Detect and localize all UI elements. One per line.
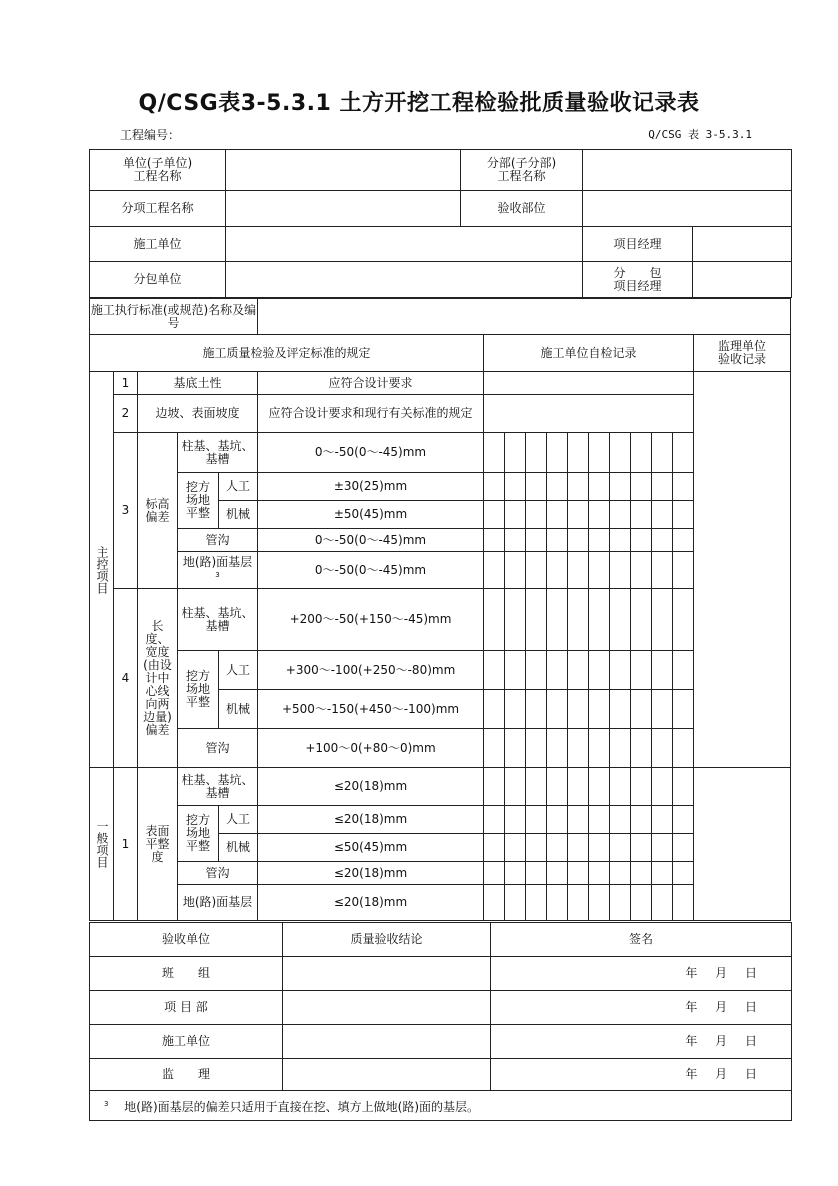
check-cell[interactable] [484, 768, 505, 806]
check-cell[interactable] [631, 589, 652, 651]
check-cell[interactable] [484, 433, 505, 473]
table-row [90, 552, 791, 589]
item-number: 3 [114, 433, 138, 589]
check-cell[interactable] [547, 473, 568, 501]
signoff-unit: 施工单位 [90, 1025, 283, 1059]
supervision-record-cell[interactable] [694, 372, 791, 768]
check-cell[interactable] [484, 473, 505, 501]
signature-date-field[interactable]: 年 月 日 [491, 991, 792, 1025]
footnote [90, 1091, 792, 1121]
check-cell[interactable] [547, 433, 568, 473]
unit-project-name-label: 单位(子单位) 工程名称 [90, 150, 226, 191]
check-cell[interactable] [526, 552, 547, 589]
subitem-project-name-field[interactable] [226, 191, 461, 227]
check-cell[interactable] [505, 806, 526, 834]
signature-header: 签名 [491, 923, 792, 957]
check-cell[interactable] [631, 806, 652, 834]
check-cell[interactable] [484, 552, 505, 589]
check-cell[interactable] [652, 834, 673, 862]
check-cell[interactable] [589, 806, 610, 834]
supervision-column-header: 监理单位 验收记录 [694, 335, 791, 372]
conclusion-field[interactable] [283, 957, 491, 991]
check-cell[interactable] [610, 651, 631, 690]
check-cell[interactable] [505, 862, 526, 885]
sub-item-requirement: ±50(45)mm [258, 501, 484, 529]
check-cell[interactable] [610, 473, 631, 501]
check-cell[interactable] [484, 885, 505, 921]
check-cell[interactable] [505, 501, 526, 529]
check-cell[interactable] [610, 690, 631, 729]
form-code: Q/CSG 表 3-5.3.1 [648, 128, 752, 141]
general-items-label: 一般项目 [90, 768, 114, 921]
check-cell[interactable] [673, 529, 694, 552]
sub-item-name: 机械 [219, 501, 258, 529]
check-cell[interactable] [526, 834, 547, 862]
standard-name-label: 施工执行标准(或规范)名称及编号 [90, 299, 258, 335]
subcontract-manager-field[interactable] [693, 262, 792, 298]
check-cell[interactable] [505, 768, 526, 806]
check-cell[interactable] [526, 501, 547, 529]
signoff-unit: 班 组 [90, 957, 283, 991]
table-row [90, 529, 791, 552]
subcontract-unit-field[interactable] [226, 262, 583, 298]
table-row [90, 372, 791, 395]
check-cell[interactable] [547, 768, 568, 806]
division-project-name-field[interactable] [583, 150, 792, 191]
check-cell[interactable] [526, 589, 547, 651]
signature-date-field[interactable]: 年 月 日 [491, 1025, 792, 1059]
check-cell[interactable] [568, 768, 589, 806]
signoff-row [90, 991, 792, 1025]
check-cell[interactable] [673, 806, 694, 834]
check-cell[interactable] [484, 862, 505, 885]
check-cell[interactable] [673, 862, 694, 885]
check-cell[interactable] [610, 729, 631, 768]
check-cell[interactable] [673, 651, 694, 690]
check-cell[interactable] [631, 552, 652, 589]
header-info-table [89, 149, 792, 298]
check-cell[interactable] [589, 862, 610, 885]
check-cell[interactable] [631, 690, 652, 729]
sub-item-requirement: ≤50(45)mm [258, 834, 484, 862]
check-cell[interactable] [631, 768, 652, 806]
unit-project-name-field[interactable] [226, 150, 461, 191]
check-cell[interactable] [631, 501, 652, 529]
check-cell[interactable] [652, 651, 673, 690]
table-row [90, 395, 791, 433]
item-number: 1 [114, 372, 138, 395]
sub-item-name: 机械 [219, 690, 258, 729]
division-project-name-label: 分部(子分部) 工程名称 [461, 150, 583, 191]
inspection-table [89, 298, 791, 921]
check-cell[interactable] [589, 768, 610, 806]
quality-conclusion-header: 质量验收结论 [283, 923, 491, 957]
check-cell[interactable] [673, 885, 694, 921]
check-cell[interactable] [652, 885, 673, 921]
check-cell[interactable] [505, 651, 526, 690]
item-number: 4 [114, 589, 138, 768]
project-manager-field[interactable] [693, 227, 792, 262]
check-cell[interactable] [673, 473, 694, 501]
sub-item-requirement: ≤20(18)mm [258, 768, 484, 806]
check-cell[interactable] [526, 690, 547, 729]
check-cell[interactable] [484, 834, 505, 862]
check-cell[interactable] [568, 729, 589, 768]
table-row [90, 806, 791, 834]
item-name: 基底土性 [138, 372, 258, 395]
subcontract-manager-label: 分 包 项目经理 [583, 262, 693, 298]
acceptance-part-label: 验收部位 [461, 191, 583, 227]
check-cell[interactable] [568, 529, 589, 552]
check-cell[interactable] [547, 806, 568, 834]
check-cell[interactable] [589, 501, 610, 529]
check-cell[interactable] [547, 690, 568, 729]
footnote-mark: 3 [215, 570, 220, 579]
item-requirement: 应符合设计要求和现行有关标准的规定 [258, 395, 484, 433]
sub-item-name: 柱基、基坑、基槽 [178, 433, 258, 473]
sub-item-requirement: ±30(25)mm [258, 473, 484, 501]
sub-group-name: 挖方场地平整 [178, 473, 219, 529]
check-cell[interactable] [652, 473, 673, 501]
signature-date-field[interactable]: 年 月 日 [491, 1059, 792, 1091]
table-row [90, 862, 791, 885]
check-cell[interactable] [631, 729, 652, 768]
check-cell[interactable] [610, 433, 631, 473]
sub-item-requirement: +100～0(+80～0)mm [258, 729, 484, 768]
check-cell[interactable] [631, 834, 652, 862]
check-cell[interactable] [526, 529, 547, 552]
check-cell[interactable] [631, 862, 652, 885]
signoff-table [89, 922, 792, 1121]
check-cell[interactable] [526, 862, 547, 885]
project-manager-label: 项目经理 [583, 227, 693, 262]
item-name: 边坡、表面坡度 [138, 395, 258, 433]
check-cell[interactable] [568, 433, 589, 473]
check-cell[interactable] [589, 690, 610, 729]
check-cell[interactable] [526, 768, 547, 806]
check-cell[interactable] [568, 834, 589, 862]
item-requirement: 应符合设计要求 [258, 372, 484, 395]
check-cell[interactable] [673, 552, 694, 589]
check-cell[interactable] [505, 834, 526, 862]
check-cell[interactable] [673, 501, 694, 529]
check-cell[interactable] [589, 589, 610, 651]
check-cell[interactable] [547, 834, 568, 862]
check-cell[interactable] [652, 433, 673, 473]
check-cell[interactable] [526, 651, 547, 690]
check-cell[interactable] [484, 806, 505, 834]
check-cell[interactable] [484, 501, 505, 529]
check-cell[interactable] [589, 529, 610, 552]
construction-unit-field[interactable] [226, 227, 583, 262]
sub-item-name: 人工 [219, 651, 258, 690]
sub-item-requirement: +200～-50(+150～-45)mm [258, 589, 484, 651]
sub-item-name: 人工 [219, 806, 258, 834]
check-cell[interactable] [547, 651, 568, 690]
check-cell[interactable] [547, 501, 568, 529]
table-row [90, 589, 791, 651]
check-cell[interactable] [568, 501, 589, 529]
self-check-cell[interactable] [484, 395, 694, 433]
check-cell[interactable] [526, 433, 547, 473]
check-cell[interactable] [568, 885, 589, 921]
main-control-label: 主控项目 [90, 372, 114, 768]
check-cell[interactable] [610, 552, 631, 589]
check-cell[interactable] [568, 690, 589, 729]
sub-group-name: 挖方场地平整 [178, 651, 219, 729]
item-name: 长度、宽度(由设计中心线向两边量)偏差 [138, 589, 178, 768]
check-cell[interactable] [589, 433, 610, 473]
sub-item-name: 机械 [219, 834, 258, 862]
sub-item-requirement: 0～-50(0～-45)mm [258, 529, 484, 552]
check-cell[interactable] [652, 862, 673, 885]
sub-item-name: 管沟 [178, 529, 258, 552]
check-cell[interactable] [652, 806, 673, 834]
construction-unit-label: 施工单位 [90, 227, 226, 262]
standard-column-header: 施工质量检验及评定标准的规定 [90, 335, 484, 372]
acceptance-unit-header: 验收单位 [90, 923, 283, 957]
subitem-project-name-label: 分项工程名称 [90, 191, 226, 227]
check-cell[interactable] [568, 589, 589, 651]
check-cell[interactable] [568, 473, 589, 501]
item-number: 2 [114, 395, 138, 433]
check-cell[interactable] [589, 651, 610, 690]
check-cell[interactable] [526, 806, 547, 834]
check-cell[interactable] [652, 589, 673, 651]
sub-item-name [178, 552, 258, 589]
signoff-unit: 监 理 [90, 1059, 283, 1091]
signoff-row [90, 1059, 792, 1091]
check-cell[interactable] [589, 885, 610, 921]
signature-date-field[interactable]: 年 月 日 [491, 957, 792, 991]
check-cell[interactable] [589, 473, 610, 501]
check-cell[interactable] [568, 552, 589, 589]
check-cell[interactable] [484, 589, 505, 651]
check-cell[interactable] [610, 885, 631, 921]
check-cell[interactable] [589, 729, 610, 768]
check-cell[interactable] [547, 729, 568, 768]
check-cell[interactable] [505, 433, 526, 473]
self-check-cell[interactable] [484, 372, 694, 395]
sub-item-requirement: 0～-50(0～-45)mm [258, 433, 484, 473]
check-cell[interactable] [526, 885, 547, 921]
table-row [90, 729, 791, 768]
check-cell[interactable] [673, 690, 694, 729]
check-cell[interactable] [673, 433, 694, 473]
signoff-row [90, 957, 792, 991]
sub-item-name: 地(路)面基层 [178, 885, 258, 921]
check-cell[interactable] [610, 529, 631, 552]
conclusion-field[interactable] [283, 1025, 491, 1059]
check-cell[interactable] [610, 589, 631, 651]
signoff-unit: 项 目 部 [90, 991, 283, 1025]
sub-item-requirement: 0～-50(0～-45)mm [258, 552, 484, 589]
check-cell[interactable] [610, 862, 631, 885]
check-cell[interactable] [631, 651, 652, 690]
check-cell[interactable] [631, 433, 652, 473]
check-cell[interactable] [505, 529, 526, 552]
check-cell[interactable] [568, 806, 589, 834]
check-cell[interactable] [547, 589, 568, 651]
check-cell[interactable] [610, 501, 631, 529]
check-cell[interactable] [673, 768, 694, 806]
self-check-column-header: 施工单位自检记录 [484, 335, 694, 372]
sub-item-name: 柱基、基坑、基槽 [178, 768, 258, 806]
check-cell[interactable] [610, 834, 631, 862]
check-cell[interactable] [631, 529, 652, 552]
check-cell[interactable] [610, 806, 631, 834]
sub-item-name: 管沟 [178, 729, 258, 768]
check-cell[interactable] [673, 589, 694, 651]
sub-item-name: 管沟 [178, 862, 258, 885]
project-number-label: 工程编号： [120, 128, 181, 142]
conclusion-field[interactable] [283, 991, 491, 1025]
signoff-row [90, 1025, 792, 1059]
check-cell[interactable] [652, 768, 673, 806]
table-row [90, 651, 791, 690]
check-cell[interactable] [568, 651, 589, 690]
check-cell[interactable] [526, 729, 547, 768]
footnote-mark: 3 [104, 1099, 109, 1108]
check-cell[interactable] [652, 729, 673, 768]
check-cell[interactable] [631, 885, 652, 921]
check-cell[interactable] [589, 834, 610, 862]
check-cell[interactable] [484, 690, 505, 729]
check-cell[interactable] [505, 885, 526, 921]
check-cell[interactable] [547, 862, 568, 885]
check-cell[interactable] [505, 473, 526, 501]
table-row [90, 885, 791, 921]
conclusion-field[interactable] [283, 1059, 491, 1091]
standard-name-field[interactable] [258, 299, 791, 335]
item-number: 1 [114, 768, 138, 921]
sub-item-requirement: ≤20(18)mm [258, 806, 484, 834]
check-cell[interactable] [484, 729, 505, 768]
sub-item-requirement: ≤20(18)mm [258, 885, 484, 921]
table-row [90, 768, 791, 806]
check-cell[interactable] [568, 862, 589, 885]
acceptance-part-field[interactable] [583, 191, 792, 227]
sub-item-name-text: 地(路)面基层 [182, 554, 253, 569]
check-cell[interactable] [631, 473, 652, 501]
sub-group-name: 挖方场地平整 [178, 806, 219, 862]
check-cell[interactable] [652, 552, 673, 589]
check-cell[interactable] [505, 589, 526, 651]
check-cell[interactable] [526, 473, 547, 501]
check-cell[interactable] [505, 729, 526, 768]
check-cell[interactable] [484, 651, 505, 690]
check-cell[interactable] [610, 768, 631, 806]
check-cell[interactable] [673, 834, 694, 862]
subcontract-unit-label: 分包单位 [90, 262, 226, 298]
sub-item-name: 人工 [219, 473, 258, 501]
footnote-text: 地(路)面基层的偏差只适用于直接在挖、填方上做地(路)面的基层。 [124, 1099, 480, 1114]
check-cell[interactable] [505, 552, 526, 589]
check-cell[interactable] [652, 501, 673, 529]
table-row [90, 433, 791, 473]
check-cell[interactable] [589, 552, 610, 589]
table-row [90, 473, 791, 501]
check-cell[interactable] [547, 885, 568, 921]
check-cell[interactable] [652, 529, 673, 552]
check-cell[interactable] [484, 529, 505, 552]
sub-item-name: 柱基、基坑、基槽 [178, 589, 258, 651]
item-name: 表面平整度 [138, 768, 178, 921]
check-cell[interactable] [652, 690, 673, 729]
check-cell[interactable] [505, 690, 526, 729]
sub-item-requirement: +500～-150(+450～-100)mm [258, 690, 484, 729]
supervision-record-cell[interactable] [694, 768, 791, 921]
check-cell[interactable] [673, 729, 694, 768]
check-cell[interactable] [547, 552, 568, 589]
sub-item-requirement: ≤20(18)mm [258, 862, 484, 885]
check-cell[interactable] [547, 529, 568, 552]
sub-item-requirement: +300～-100(+250～-80)mm [258, 651, 484, 690]
form-title: Q/CSG表3-5.3.1 土方开挖工程检验批质量验收记录表 [138, 91, 700, 116]
item-name: 标高偏差 [138, 433, 178, 589]
